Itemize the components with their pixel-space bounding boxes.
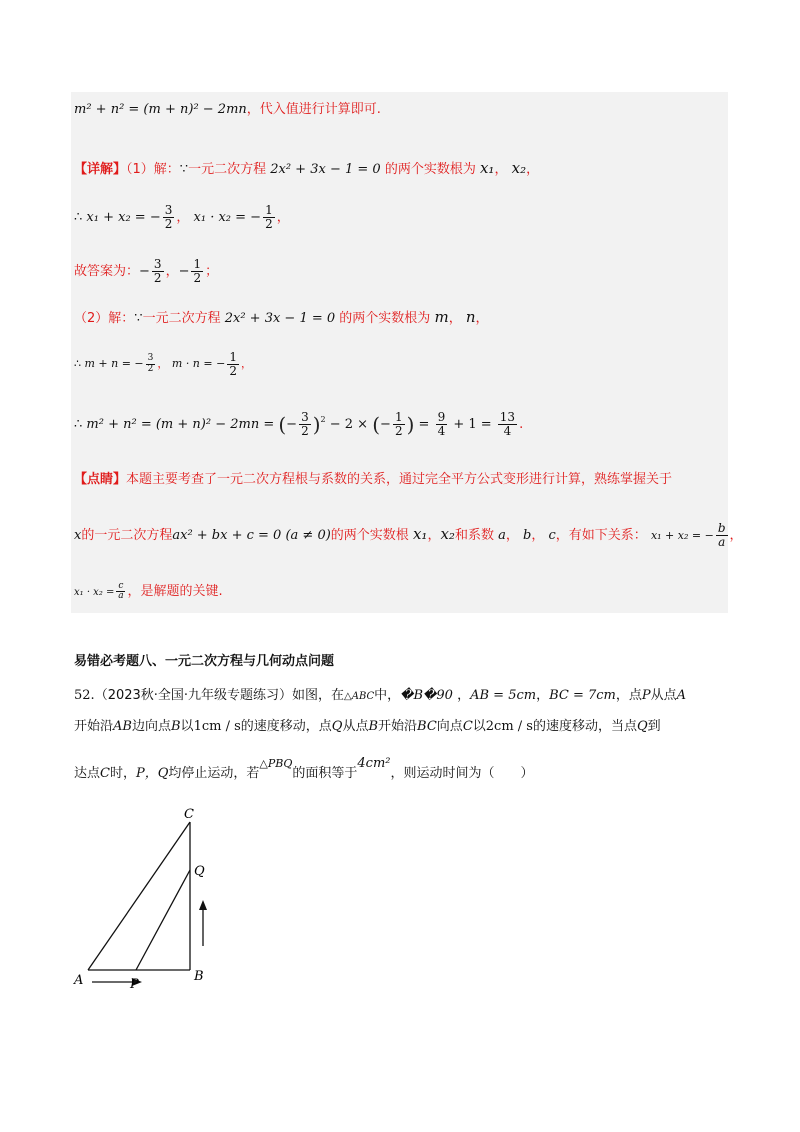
fraction-b-a: $\frac{b}{a}$: [717, 521, 726, 549]
product-lhs: x₁ · x₂ = −: [193, 210, 262, 225]
question-number: 52.: [74, 688, 95, 703]
final-lhs: m² + n² = (m + n)² − 2mn =: [86, 417, 279, 432]
identity-formula: m² + n² = (m + n)² − 2mn: [74, 102, 247, 117]
fraction-1-2: $\frac{1}{2}$: [193, 257, 202, 285]
sum-lhs: x₁ + x₂ = −: [86, 210, 161, 225]
solution-line-7: ∴ m² + n² = (m + n)² − 2mn = (− $\frac{3}{2}$ )$^2$ − 2 × (− $\frac{1}{2}$ ) = $\frac{9}{4}$ + 1 = $\frac{13}{4}$ .: [74, 410, 524, 438]
detail-tag: 【详解】: [74, 162, 127, 177]
line2-h: 的速度移动，当点: [532, 719, 637, 734]
comma: ，: [729, 528, 743, 543]
root-n: n: [465, 308, 476, 326]
part2-text-b: 的两个实数根为: [339, 311, 431, 326]
solution-line-8: [74, 470, 672, 490]
part2-label: （2）解：: [74, 311, 135, 326]
label-b: B: [194, 969, 204, 984]
comment-x: x: [74, 528, 82, 543]
segment-pq-line: [136, 870, 190, 970]
part1-text-b: 的两个实数根为: [384, 162, 476, 177]
comma: ，: [526, 162, 540, 177]
point-c: C: [100, 766, 110, 781]
root-x1: x₁: [479, 159, 495, 177]
ab-length: AB = 5cm: [470, 688, 537, 703]
text-c: 从点: [650, 688, 677, 703]
equation: 2x² + 3x − 1 = 0: [270, 162, 381, 177]
point-q: Q: [637, 719, 648, 734]
area-value: 4cm²: [357, 756, 391, 771]
fraction-13-4: $\frac{13}{4}$: [499, 410, 516, 438]
semicolon: ；: [205, 264, 219, 279]
line3-c: 均停止运动，若: [168, 766, 260, 781]
line2-a: 开始沿: [74, 719, 114, 734]
comma: ，: [457, 688, 471, 703]
and-coeffs: 和系数: [454, 528, 494, 543]
coef-b: b: [523, 528, 532, 543]
line2-g: 向点: [436, 719, 463, 734]
equation: 2x² + 3x − 1 = 0: [224, 311, 336, 326]
segment-ac-line: [88, 822, 190, 970]
point-b: B: [170, 719, 181, 734]
comment-end: ，是解题的关键.: [127, 584, 223, 599]
point-c: C: [462, 719, 473, 734]
point-b: B: [368, 719, 379, 734]
solution-line-9: [74, 520, 743, 550]
speed-q: 2cm / s: [485, 719, 533, 734]
line3-a: 达点: [74, 766, 101, 781]
comma: ，: [176, 210, 190, 225]
root-x2: x₂: [511, 159, 527, 177]
fraction-3-2: $\frac{3}{2}$: [301, 410, 309, 438]
label-a: A: [74, 973, 84, 988]
question-line-2: [74, 715, 661, 734]
root-x1: x₁: [412, 525, 428, 543]
fraction-1-2: $\frac{1}{2}$: [229, 349, 237, 378]
because-symbol: ∵: [179, 162, 189, 177]
part1-label: （1）解：: [126, 162, 180, 177]
point-a: A: [676, 688, 687, 703]
label-c: C: [184, 807, 194, 822]
fraction-9-4: $\frac{9}{4}$: [437, 410, 446, 438]
point-q: Q: [331, 719, 343, 734]
therefore-symbol: ∴: [74, 357, 81, 370]
comment-text-2: 的一元二次方程: [81, 528, 173, 543]
mn-prod-lhs: m · n = −: [171, 357, 226, 370]
text-b: ，点: [615, 688, 642, 703]
line2-c: 以: [472, 719, 486, 734]
solution-line-2: [74, 158, 539, 180]
line2-c: 以: [180, 719, 194, 734]
coef-c: c: [548, 528, 556, 543]
comma: ，: [165, 264, 179, 279]
fraction-c-a: $\frac{c}{a}$: [118, 580, 124, 601]
comma: ，: [475, 311, 489, 326]
question-line-1: [74, 684, 686, 703]
therefore-symbol: ∴: [74, 210, 83, 225]
line3-d: 的面积等于: [292, 766, 358, 781]
comma: ，: [505, 528, 519, 543]
fraction-1-2: $\frac{1}{2}$: [394, 410, 403, 438]
comment-text-1: 本题主要考查了一元二次方程根与系数的关系，通过完全平方公式变形进行计算，熟练掌握关于: [126, 472, 673, 487]
because-symbol: ∵: [134, 311, 143, 326]
comma: ，: [157, 357, 169, 370]
fraction-3-2: $\frac{3}{2}$: [147, 353, 154, 374]
comma: ，: [427, 528, 441, 543]
line1-text: ，代入值进行计算即可.: [246, 102, 381, 117]
line2-d: 的速度移动，点: [240, 719, 332, 734]
vieta-product: x₁ · x₂ =: [74, 587, 115, 598]
part1-text-a: 一元二次方程: [188, 162, 267, 177]
vieta-sum: x₁ + x₂ = −: [650, 529, 714, 542]
fraction-3-2: $\frac{3}{2}$: [153, 257, 162, 285]
part2-text-a: 一元二次方程: [142, 311, 221, 326]
line3-b: 时，: [109, 766, 136, 781]
question-line-3: [74, 756, 534, 781]
text-a: 中，: [374, 688, 401, 703]
solution-line-5: [74, 307, 489, 329]
point-p: P: [641, 688, 651, 703]
mn-sum-lhs: m + n = −: [84, 357, 144, 370]
root-x2: x₂: [440, 525, 455, 543]
fraction-1-2: $\frac{1}{2}$: [265, 203, 273, 231]
segment-ab: AB: [113, 719, 132, 734]
period: .: [519, 417, 524, 432]
comma: ，: [448, 311, 462, 326]
label-p: P: [130, 977, 139, 992]
solution-line-1: [74, 100, 381, 120]
arrow-up-icon: [199, 900, 207, 910]
coef-a: a: [498, 528, 506, 543]
comment-text-3: 的两个实数根: [330, 528, 409, 543]
minus-two-times: − 2 ×: [325, 417, 373, 432]
therefore-symbol: ∴: [74, 417, 83, 432]
points-p-q: P，Q: [135, 766, 169, 781]
triangle-figure: [60, 800, 240, 1000]
comma: ，: [536, 688, 550, 703]
comma: ，: [240, 357, 252, 370]
comma: ，: [531, 528, 545, 543]
question-source: （2023秋·全国·九年级专题练习）如图，在: [94, 688, 345, 703]
bc-length: BC = 7cm: [549, 688, 616, 703]
line2-e: 从点: [342, 719, 369, 734]
line2-i: 到: [647, 719, 661, 734]
solution-line-3: [74, 204, 290, 232]
triangle-abc: △ABC: [344, 691, 375, 702]
fraction-3-2: $\frac{3}{2}$: [164, 203, 173, 231]
segment-bc: BC: [417, 719, 437, 734]
comment-tag: 【点睛】: [74, 472, 127, 487]
line2-b: 边向点: [131, 719, 171, 734]
root-m: m: [434, 308, 449, 326]
line3-e: ，则运动时间为（ ）: [390, 766, 534, 781]
solution-line-10: [74, 578, 223, 607]
answer-label: 故答案为：: [74, 264, 140, 279]
comma: ，: [494, 162, 508, 177]
label-q: Q: [194, 864, 205, 879]
line2-f: 开始沿: [378, 719, 418, 734]
general-equation: ax² + bx + c = 0 (a ≠ 0): [172, 528, 331, 543]
angle-b: �B�90: [400, 688, 453, 703]
solution-line-6: [74, 350, 252, 378]
plus-one: + 1 =: [449, 417, 496, 432]
triangle-pbq: △PBQ: [259, 757, 293, 770]
comma: ，: [276, 210, 290, 225]
comment-text-4: ，有如下关系：: [555, 528, 647, 543]
speed-p: 1cm / s: [193, 719, 241, 734]
section-heading: 易错必考题八、一元二次方程与几何动点问题: [74, 654, 335, 669]
solution-line-4: 故答案为：− $\frac{3}{2}$ ，− $\frac{1}{2}$ ；: [74, 257, 219, 285]
